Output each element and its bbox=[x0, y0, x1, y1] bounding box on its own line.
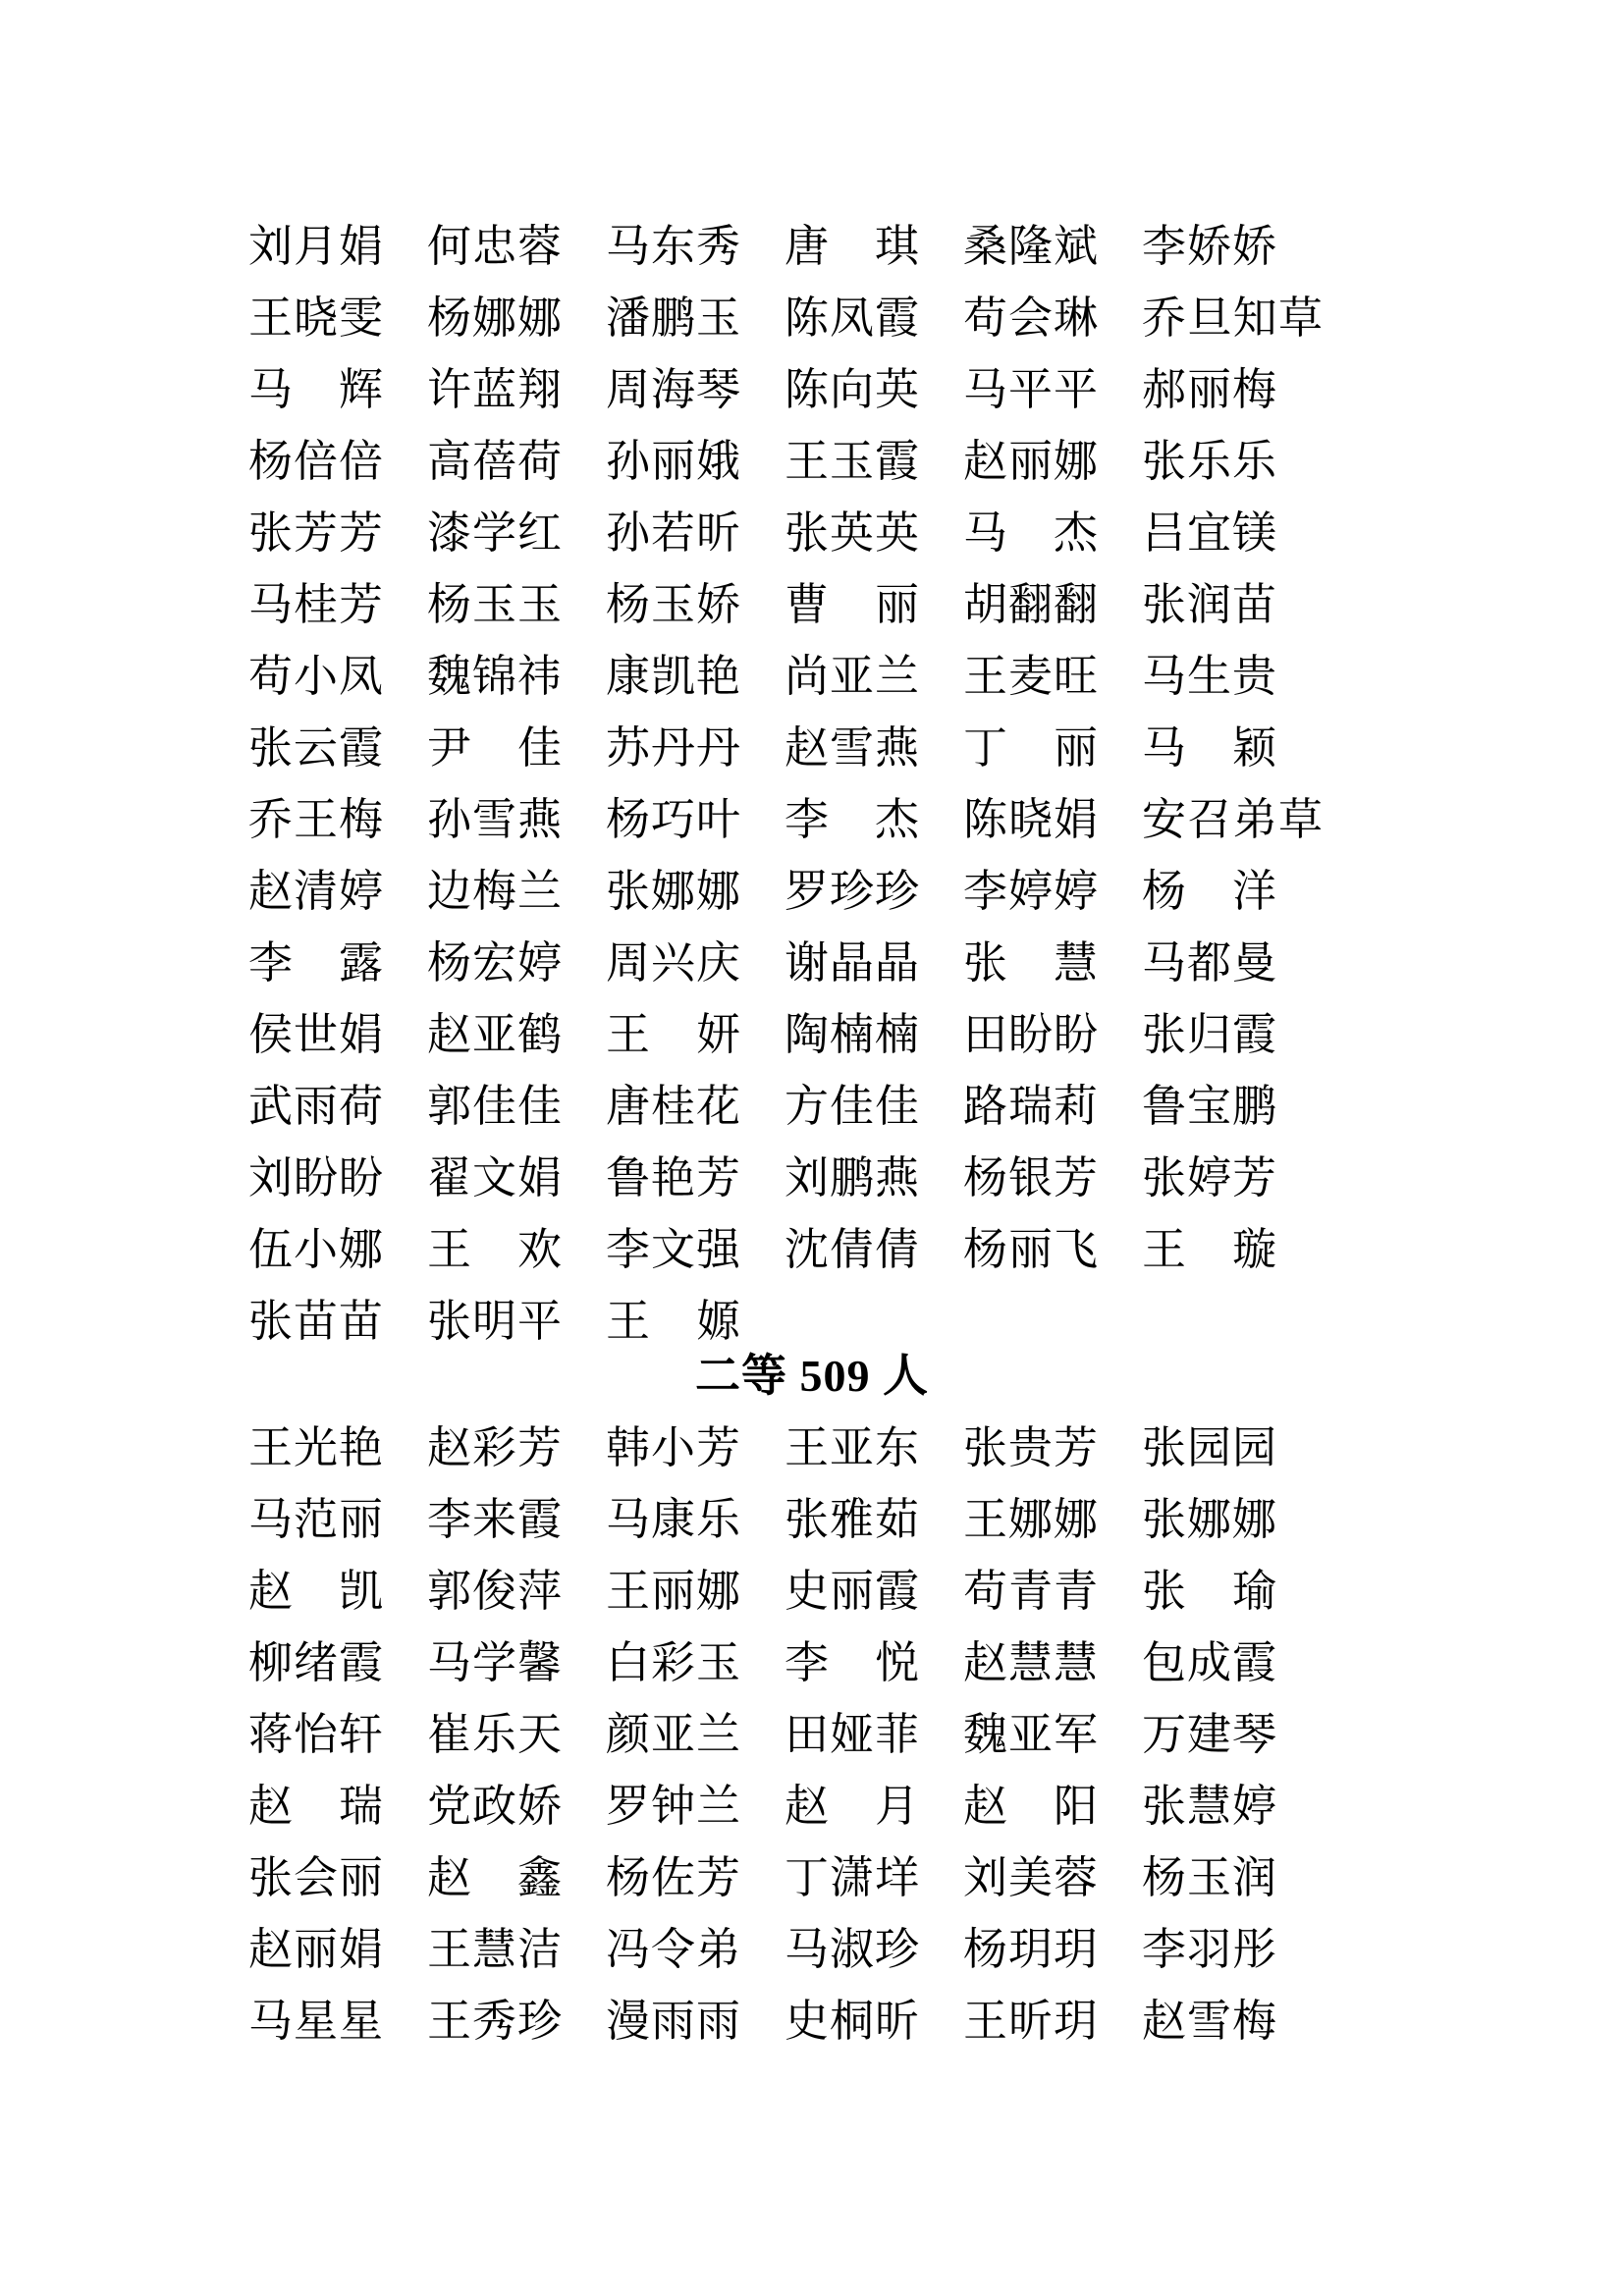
person-name: 李 杰 bbox=[785, 795, 919, 844]
person-name: 刘 月 娟 bbox=[248, 222, 383, 271]
person-name: 魏 亚 军 bbox=[963, 1710, 1098, 1759]
person-name: 曹 丽 bbox=[785, 580, 919, 629]
name-row bbox=[248, 1699, 1276, 1771]
person-name: 马 淑 珍 bbox=[785, 1925, 919, 1974]
person-name: 张 英 英 bbox=[785, 508, 919, 558]
person-name: 杨 玉 娇 bbox=[606, 580, 740, 629]
person-name: 赵 清 婷 bbox=[248, 867, 383, 916]
person-name: 罗 钟 兰 bbox=[606, 1782, 740, 1831]
person-name: 尹 佳 bbox=[427, 723, 562, 773]
name-row bbox=[248, 1771, 1276, 1842]
person-name: 李 悦 bbox=[785, 1638, 919, 1687]
person-name: 赵 凯 bbox=[248, 1567, 383, 1616]
person-name: 王 亚 东 bbox=[785, 1423, 919, 1472]
person-name: 孙 丽 娥 bbox=[606, 437, 740, 486]
person-name: 赵 彩 芳 bbox=[427, 1423, 562, 1472]
person-name: 方 佳 佳 bbox=[785, 1082, 919, 1131]
person-name: 许 蓝 翔 bbox=[427, 365, 562, 414]
person-name: 翟 文 娟 bbox=[427, 1153, 562, 1202]
person-name: 郝 丽 梅 bbox=[1142, 365, 1276, 414]
person-name: 马 星 星 bbox=[248, 1997, 383, 2046]
person-name: 郭 俊 萍 bbox=[427, 1567, 562, 1616]
person-name: 张 贵 芳 bbox=[963, 1423, 1098, 1472]
person-name: 侯 世 娟 bbox=[248, 1010, 383, 1059]
name-row bbox=[248, 1914, 1276, 1986]
name-row bbox=[248, 426, 1323, 498]
person-name: 马 桂 芳 bbox=[248, 580, 383, 629]
person-name: 赵 亚 鹤 bbox=[427, 1010, 562, 1059]
person-name: 王 光 艳 bbox=[248, 1423, 383, 1472]
person-name: 武 雨 荷 bbox=[248, 1082, 383, 1131]
person-name: 包 成 霞 bbox=[1142, 1638, 1276, 1687]
person-name: 李 来 霞 bbox=[427, 1495, 562, 1544]
name-row bbox=[248, 354, 1323, 426]
person-name: 田 娅 菲 bbox=[785, 1710, 919, 1759]
person-name: 王 慧 洁 bbox=[427, 1925, 562, 1974]
person-name: 张 婷 芳 bbox=[1142, 1153, 1276, 1202]
name-row bbox=[248, 713, 1323, 784]
person-name: 马 学 馨 bbox=[427, 1638, 562, 1687]
person-name: 苏 丹 丹 bbox=[606, 723, 740, 773]
person-name: 党 政 娇 bbox=[427, 1782, 562, 1831]
person-name: 史 桐 昕 bbox=[785, 1997, 919, 2046]
name-row bbox=[248, 498, 1323, 569]
person-name: 周 兴 庆 bbox=[606, 938, 740, 988]
person-name: 沈 倩 倩 bbox=[785, 1225, 919, 1274]
person-name: 陶 楠 楠 bbox=[785, 1010, 919, 1059]
person-name: 路 瑞 莉 bbox=[963, 1082, 1098, 1131]
person-name: 张 苗 苗 bbox=[248, 1297, 383, 1346]
person-name: 罗 珍 珍 bbox=[785, 867, 919, 916]
person-name: 田 盼 盼 bbox=[963, 1010, 1098, 1059]
person-name: 周 海 琴 bbox=[606, 365, 740, 414]
person-name: 马 平 平 bbox=[963, 365, 1098, 414]
person-name: 刘 美 蓉 bbox=[963, 1853, 1098, 1902]
person-name: 杨 宏 婷 bbox=[427, 938, 562, 988]
person-name: 赵 丽 娟 bbox=[248, 1925, 383, 1974]
person-name: 杨 玉 玉 bbox=[427, 580, 562, 629]
person-name: 苟 青 青 bbox=[963, 1567, 1098, 1616]
person-name: 李 文 强 bbox=[606, 1225, 740, 1274]
person-name: 张 云 霞 bbox=[248, 723, 383, 773]
person-name: 韩 小 芳 bbox=[606, 1423, 740, 1472]
person-name: 王 嫄 bbox=[606, 1297, 740, 1346]
person-name: 王 秀 珍 bbox=[427, 1997, 562, 2046]
person-name: 赵 雪 燕 bbox=[785, 723, 919, 773]
person-name: 张 芳 芳 bbox=[248, 508, 383, 558]
person-name: 漫 雨 雨 bbox=[606, 1997, 740, 2046]
person-name: 柳 绪 霞 bbox=[248, 1638, 383, 1687]
person-name: 潘 鹏 玉 bbox=[606, 294, 740, 343]
name-row bbox=[248, 641, 1323, 713]
name-row bbox=[248, 1986, 1276, 2057]
person-name: 张 娜 娜 bbox=[606, 867, 740, 916]
person-name: 杨 巧 叶 bbox=[606, 795, 740, 844]
person-name: 漆 学 红 bbox=[427, 508, 562, 558]
person-name: 李 娇 娇 bbox=[1142, 222, 1276, 271]
person-name: 马 范 丽 bbox=[248, 1495, 383, 1544]
person-name: 孙 雪 燕 bbox=[427, 795, 562, 844]
name-row bbox=[248, 856, 1323, 928]
person-name: 马 都 曼 bbox=[1142, 938, 1276, 988]
person-name: 张 娜 娜 bbox=[1142, 1495, 1276, 1544]
person-name: 马 颖 bbox=[1142, 723, 1276, 773]
name-row bbox=[248, 569, 1323, 641]
person-name: 杨 玉 润 bbox=[1142, 1853, 1276, 1902]
person-name: 张 润 苗 bbox=[1142, 580, 1276, 629]
second-grade-heading: 二等 509 人 bbox=[695, 1351, 929, 1401]
person-name: 赵 阳 bbox=[963, 1782, 1098, 1831]
person-name: 乔 旦 知 草 bbox=[1142, 294, 1323, 343]
person-name: 李 露 bbox=[248, 938, 383, 988]
person-name: 康 凯 艳 bbox=[606, 652, 740, 701]
person-name: 杨 倍 倍 bbox=[248, 437, 383, 486]
person-name: 鲁 艳 芳 bbox=[606, 1153, 740, 1202]
person-name: 张 明 平 bbox=[427, 1297, 562, 1346]
name-row bbox=[248, 999, 1323, 1071]
person-name: 张 园 园 bbox=[1142, 1423, 1276, 1472]
person-name: 杨 洋 bbox=[1142, 867, 1276, 916]
person-name: 张 慧 婷 bbox=[1142, 1782, 1276, 1831]
person-name: 杨 佐 芳 bbox=[606, 1853, 740, 1902]
person-name: 丁 潇 垟 bbox=[785, 1853, 919, 1902]
person-name: 伍 小 娜 bbox=[248, 1225, 383, 1274]
person-name: 苟 会 琳 bbox=[963, 294, 1098, 343]
person-name: 尚 亚 兰 bbox=[785, 652, 919, 701]
person-name: 何 忠 蓉 bbox=[427, 222, 562, 271]
person-name: 崔 乐 天 bbox=[427, 1710, 562, 1759]
person-name: 刘 盼 盼 bbox=[248, 1153, 383, 1202]
person-name: 魏 锦 祎 bbox=[427, 652, 562, 701]
person-name: 赵 雪 梅 bbox=[1142, 1997, 1276, 2046]
person-name: 王 麦 旺 bbox=[963, 652, 1098, 701]
person-name: 马 东 秀 bbox=[606, 222, 740, 271]
person-name: 陈 向 英 bbox=[785, 365, 919, 414]
person-name: 刘 鹏 燕 bbox=[785, 1153, 919, 1202]
person-name: 赵 瑞 bbox=[248, 1782, 383, 1831]
person-name: 唐 桂 花 bbox=[606, 1082, 740, 1131]
name-row bbox=[248, 1628, 1276, 1699]
first-section-name-grid bbox=[248, 211, 1323, 1358]
person-name: 谢 晶 晶 bbox=[785, 938, 919, 988]
name-row bbox=[248, 283, 1323, 354]
person-name: 张 会 丽 bbox=[248, 1853, 383, 1902]
person-name: 乔 王 梅 bbox=[248, 795, 383, 844]
person-name: 冯 令 弟 bbox=[606, 1925, 740, 1974]
person-name: 赵 丽 娜 bbox=[963, 437, 1098, 486]
person-name: 李 婷 婷 bbox=[963, 867, 1098, 916]
person-name: 王 欢 bbox=[427, 1225, 562, 1274]
person-name: 蒋 怡 轩 bbox=[248, 1710, 383, 1759]
name-row bbox=[248, 784, 1323, 856]
person-name: 赵 鑫 bbox=[427, 1853, 562, 1902]
person-name: 颜 亚 兰 bbox=[606, 1710, 740, 1759]
person-name: 王 妍 bbox=[606, 1010, 740, 1059]
person-name: 陈 晓 娟 bbox=[963, 795, 1098, 844]
person-name: 杨 丽 飞 bbox=[963, 1225, 1098, 1274]
name-row bbox=[248, 1071, 1323, 1143]
person-name: 边 梅 兰 bbox=[427, 867, 562, 916]
person-name: 马 生 贵 bbox=[1142, 652, 1276, 701]
person-name: 张 瑜 bbox=[1142, 1567, 1276, 1616]
name-row bbox=[248, 928, 1323, 999]
name-row bbox=[248, 211, 1323, 283]
person-name: 王 玉 霞 bbox=[785, 437, 919, 486]
person-name: 马 辉 bbox=[248, 365, 383, 414]
person-name: 张 乐 乐 bbox=[1142, 437, 1276, 486]
person-name: 杨 银 芳 bbox=[963, 1153, 1098, 1202]
person-name: 马 康 乐 bbox=[606, 1495, 740, 1544]
name-row bbox=[248, 1143, 1323, 1214]
name-row bbox=[248, 1484, 1276, 1556]
person-name: 王 娜 娜 bbox=[963, 1495, 1098, 1544]
person-name: 白 彩 玉 bbox=[606, 1638, 740, 1687]
person-name: 赵 月 bbox=[785, 1782, 919, 1831]
person-name: 胡 翻 翻 bbox=[963, 580, 1098, 629]
person-name: 郭 佳 佳 bbox=[427, 1082, 562, 1131]
person-name: 陈 凤 霞 bbox=[785, 294, 919, 343]
person-name: 赵 慧 慧 bbox=[963, 1638, 1098, 1687]
person-name: 张 雅 茹 bbox=[785, 1495, 919, 1544]
person-name: 吕 宜 镁 bbox=[1142, 508, 1276, 558]
person-name: 高 蓓 荷 bbox=[427, 437, 562, 486]
second-grade-name-grid bbox=[248, 1413, 1276, 2057]
person-name: 马 杰 bbox=[963, 508, 1098, 558]
person-name: 王 丽 娜 bbox=[606, 1567, 740, 1616]
person-name: 唐 琪 bbox=[785, 222, 919, 271]
person-name: 万 建 琴 bbox=[1142, 1710, 1276, 1759]
name-row bbox=[248, 1556, 1276, 1628]
name-row bbox=[248, 1214, 1323, 1286]
person-name: 丁 丽 bbox=[963, 723, 1098, 773]
person-name: 杨 娜 娜 bbox=[427, 294, 562, 343]
person-name: 张 归 霞 bbox=[1142, 1010, 1276, 1059]
name-row bbox=[248, 1413, 1276, 1484]
person-name: 杨 玥 玥 bbox=[963, 1925, 1098, 1974]
person-name: 鲁 宝 鹏 bbox=[1142, 1082, 1276, 1131]
person-name: 王 昕 玥 bbox=[963, 1997, 1098, 2046]
name-row bbox=[248, 1842, 1276, 1914]
person-name: 王 晓 雯 bbox=[248, 294, 383, 343]
person-name: 李 羽 彤 bbox=[1142, 1925, 1276, 1974]
person-name: 张 慧 bbox=[963, 938, 1098, 988]
person-name: 孙 若 昕 bbox=[606, 508, 740, 558]
person-name: 苟 小 凤 bbox=[248, 652, 383, 701]
person-name: 桑 隆 斌 bbox=[963, 222, 1098, 271]
person-name: 安 召 弟 草 bbox=[1142, 795, 1323, 844]
person-name: 王 璇 bbox=[1142, 1225, 1276, 1274]
person-name: 史 丽 霞 bbox=[785, 1567, 919, 1616]
